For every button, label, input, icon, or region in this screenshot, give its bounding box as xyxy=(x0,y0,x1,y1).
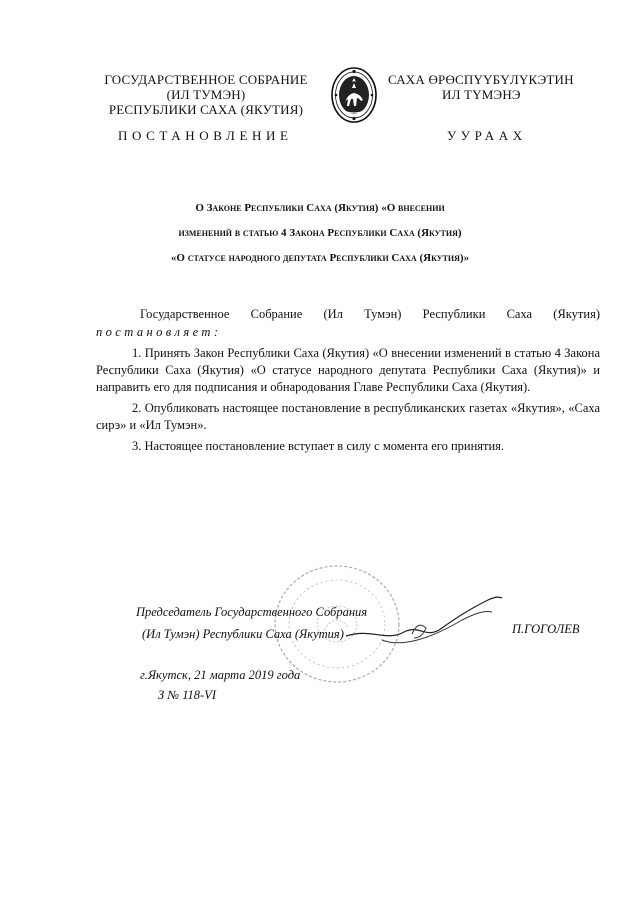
place-date: г.Якутск, 21 марта 2019 года xyxy=(140,668,301,682)
document-number: З № 118-VI xyxy=(158,688,217,702)
header-right-line1: САХА ӨРӨСПҮҮБҮЛҮКЭТИН xyxy=(388,72,574,87)
document-title xyxy=(100,196,540,271)
header-right-line2: ИЛ ТҮМЭНЭ xyxy=(442,87,521,102)
title-line3: «О статусе народного депутата Республики Саха (Якутия)» xyxy=(170,252,470,264)
header-left xyxy=(82,72,330,117)
doc-type-right: УУРААХ xyxy=(447,128,527,143)
position-line2: (Ил Тумэн) Республики Саха (Якутия) xyxy=(142,627,344,641)
header-left-line2: (ИЛ ТУМЭН) xyxy=(166,87,246,102)
header-left-line1: ГОСУДАРСТВЕННОЕ СОБРАНИЕ xyxy=(104,72,308,87)
resolves-word: постановляет: xyxy=(96,325,222,339)
doc-type-left: ПОСТАНОВЛЕНИЕ xyxy=(118,128,293,143)
signer-name: П.ГОГОЛЕВ xyxy=(512,622,580,636)
title-line2: изменений в статью 4 Закона Республики Саха (Якутия) xyxy=(178,227,462,239)
document-body xyxy=(96,306,600,455)
coat-of-arms-icon xyxy=(330,66,378,124)
header-right xyxy=(388,72,618,102)
signatory-position xyxy=(136,601,386,645)
list-item: 2. Опубликовать настоящее постановление в республиканских газетах «Якутия», «Саха сирэ» и «Ил Тумэн». xyxy=(96,401,600,432)
list-item: 1. Принять Закон Республики Саха (Якутия) «О внесении изменений в статью 4 Закона Республики Саха (Якутия) «О статусе народного депутата Республики Саха (Якутия)» и направить его для подписания и обнародования Главе Республики Саха (Якутия). xyxy=(96,346,600,394)
position-line1: Председатель Государственного Собрания xyxy=(136,605,368,619)
list-item: 3. Настоящее постановление вступает в силу с момента его принятия. xyxy=(132,439,505,453)
header-left-line3: РЕСПУБЛИКИ САХА (ЯКУТИЯ) xyxy=(108,102,304,117)
intro-paragraph: Государственное Собрание (Ил Тумэн) Республики Саха (Якутия) xyxy=(140,307,600,321)
title-line1: О Законе Республики Саха (Якутия) «О внесении xyxy=(195,202,445,214)
